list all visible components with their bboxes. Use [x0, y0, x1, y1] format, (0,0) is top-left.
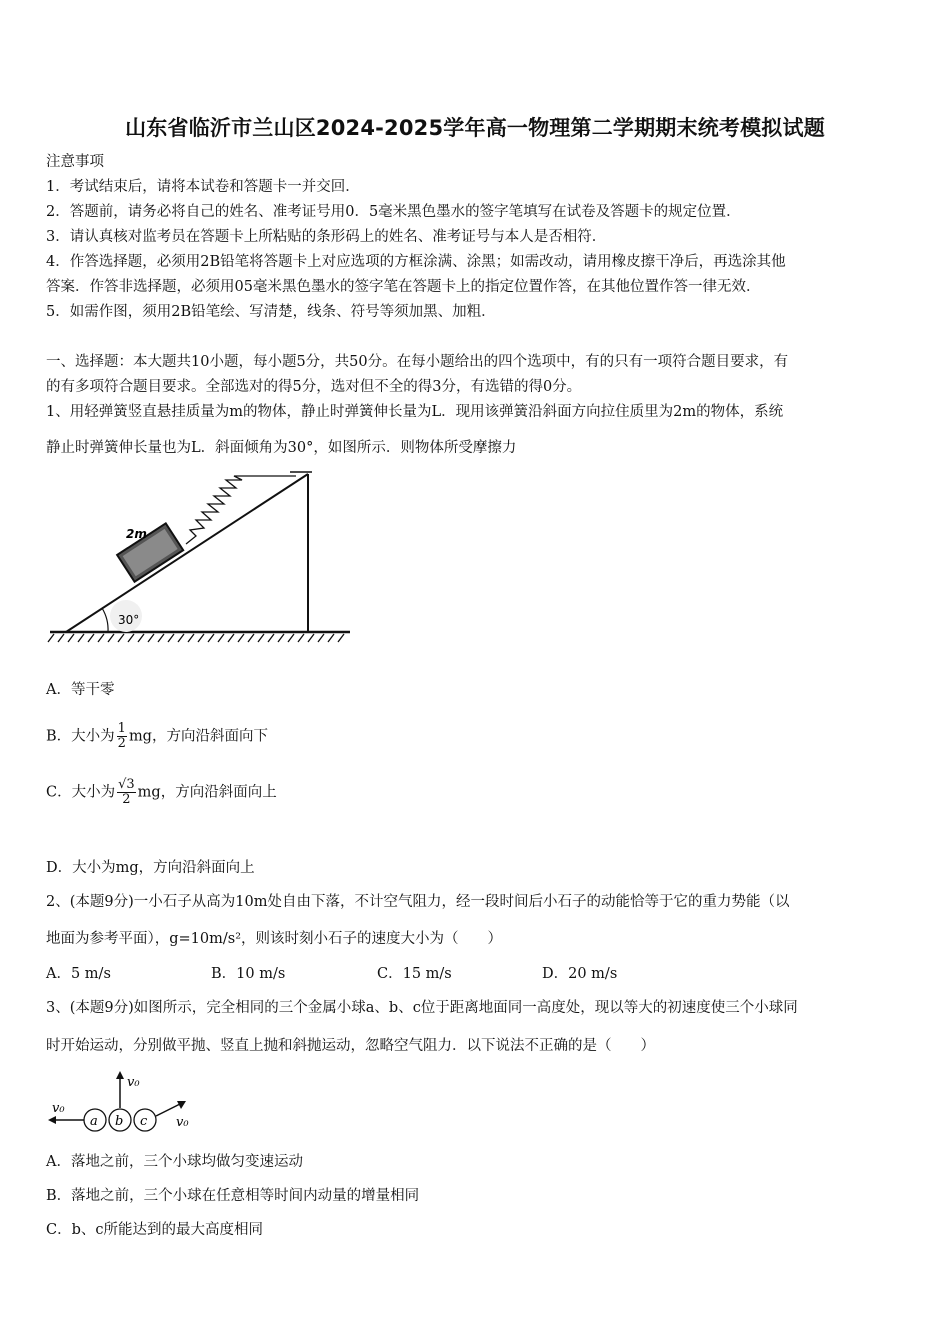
velocity-left-label: v₀ — [52, 1101, 65, 1116]
question-1-text: 1、用轻弹簧竖直悬挂质量为m的物体，静止时弹簧伸长量为L．现用该弹簧沿斜面方向拉住质里为2m的物体，系统 — [46, 404, 784, 420]
q1-option-b-suffix: mg，方向沿斜面向下 — [128, 728, 268, 745]
question-3-text: 3、(本题9分)如图所示，完全相同的三个金属小球a、b、c位于距离地面同一高度处，现以等大的初速度使三个小球同 — [46, 1000, 798, 1016]
q1-option-c — [46, 778, 277, 807]
q2-option-d: D．20 m/s — [542, 966, 618, 982]
incline-spring-figure — [46, 468, 356, 648]
ball-a-label: a — [90, 1114, 98, 1129]
q2-option-a: A．5 m/s — [46, 966, 111, 982]
fraction-denominator: 2 — [117, 736, 126, 751]
notice-item: 3．请认真核对监考员在答题卡上所粘贴的条形码上的姓名、准考证号与本人是否相符． — [46, 229, 607, 245]
notice-item: 1．考试结束后，请将本试卷和答题卡一并交回． — [46, 179, 360, 195]
question-2-text-cont: 地面为参考平面），g=10m/s²，则该时刻小石子的速度大小为（ ） — [46, 931, 503, 947]
notice-heading: 注意事项 — [46, 154, 104, 170]
three-balls-figure — [46, 1068, 206, 1136]
velocity-up-label: v₀ — [127, 1075, 140, 1090]
notice-item: 2．答题前，请务必将自己的姓名、准考证号用0．5毫米黑色墨水的签字笔填写在试卷及答题卡的规定位置． — [46, 204, 741, 220]
ball-c-label: c — [140, 1114, 148, 1129]
mass-label: 2m — [126, 527, 147, 541]
ball-b-label: b — [115, 1114, 124, 1129]
fraction-numerator: 1 — [117, 721, 126, 736]
fraction — [117, 778, 136, 807]
fraction-denominator: 2 — [122, 792, 131, 807]
q1-option-d: D．大小为mg，方向沿斜面向上 — [46, 860, 255, 876]
q2-option-b: B．10 m/s — [211, 966, 286, 982]
question-3-text-cont: 时开始运动，分别做平抛、竖直上抛和斜抛运动，忽略空气阻力．以下说法不正确的是（ ） — [46, 1038, 655, 1054]
notice-item: 4．作答选择题，必须用2B铅笔将答题卡上对应选项的方框涂满、涂黑；如需改动，请用橡皮擦干净后，再选涂其他 — [46, 254, 786, 270]
angle-label: 30° — [118, 613, 140, 627]
question-1-text-cont: 静止时弹簧伸长量也为L．斜面倾角为30°，如图所示．则物体所受摩擦力 — [46, 440, 517, 456]
q1-option-b-prefix: B．大小为 — [46, 728, 115, 745]
section-heading-cont: 的有多项符合题目要求。全部选对的得5分，选对但不全的得3分，有选错的得0分。 — [46, 379, 582, 395]
page-title: 山东省临沂市兰山区2024-2025学年高一物理第二学期期末统考模拟试题 — [125, 116, 825, 140]
velocity-oblique-label: v₀ — [176, 1115, 189, 1130]
q1-option-c-suffix: mg，方向沿斜面向上 — [137, 784, 277, 801]
q1-option-b — [46, 722, 268, 751]
fraction-numerator: √3 — [118, 777, 135, 792]
q3-option-b: B．落地之前，三个小球在任意相等时间内动量的增量相同 — [46, 1188, 420, 1204]
q3-option-c: C．b、c所能达到的最大高度相同 — [46, 1222, 263, 1238]
question-2-text: 2、(本题9分)一小石子从高为10m处自由下落，不计空气阻力，经一段时间后小石子的动能恰等于它的重力势能（以 — [46, 894, 790, 910]
section-heading: 一、选择题：本大题共10小题，每小题5分，共50分。在每小题给出的四个选项中，有的只有一项符合题目要求，有 — [46, 354, 789, 370]
q3-option-a: A．落地之前，三个小球均做匀变速运动 — [46, 1154, 303, 1170]
q1-option-a: A．等干零 — [46, 682, 115, 698]
notice-item: 答案．作答非选择题，必须用05毫米黑色墨水的签字笔在答题卡上的指定位置作答，在其他位置作答一律无效． — [46, 279, 761, 295]
q1-option-c-prefix: C．大小为 — [46, 784, 116, 801]
q2-option-c: C．15 m/s — [377, 966, 452, 982]
notice-item: 5．如需作图，须用2B铅笔绘、写清楚，线条、符号等须加黑、加粗． — [46, 304, 496, 320]
fraction — [117, 722, 127, 751]
